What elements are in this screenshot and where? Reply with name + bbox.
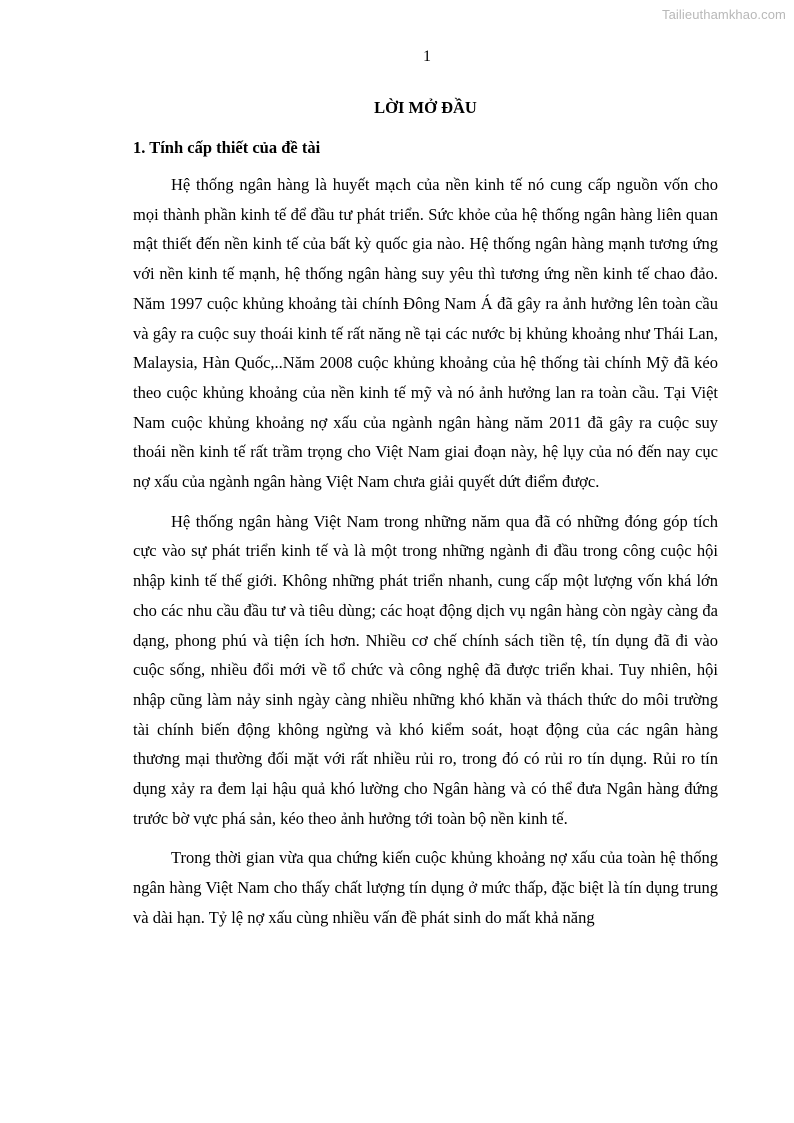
document-body xyxy=(133,96,718,943)
paragraph-3: Trong thời gian vừa qua chứng kiến cuộc khủng khoảng nợ xấu của toàn hệ thống ngân hàng Việt Nam cho thấy chất lượng tín dụng ở mức thấp, đặc biệt là tín dụng trung và dài hạn. Tỷ lệ nợ xấu cùng nhiều vấn đề phát sinh do mất khả năng xyxy=(133,848,718,927)
section-title: 1. Tính cấp thiết của đề tài xyxy=(133,138,321,157)
page-heading: LỜI MỞ ĐẦU xyxy=(374,98,477,117)
page-number: 1 xyxy=(423,48,431,65)
watermark: Tailieuthamkhao.com xyxy=(661,7,786,22)
paragraph-2: Hệ thống ngân hàng Việt Nam trong những năm qua đã có những đóng góp tích cực vào sự phát triển kinh tế và là một trong những ngành đi đầu trong công cuộc hội nhập kinh tế thế giới. Không những phát triển nhanh, cung cấp một lượng vốn khá lớn cho các nhu cầu đầu tư và tiêu dùng; các hoạt động dịch vụ ngân hàng còn ngày càng đa dạng, phong phú và tiện ích hơn. Nhiều cơ chế chính sách tiền tệ, tín dụng đã đi vào cuộc sống, nhiều đổi mới về tổ chức và công nghệ đã được triển khai. Tuy nhiên, hội nhập cũng làm nảy sinh ngày càng nhiều những khó khăn và thách thức do môi trường tài chính biến động không ngừng và khó kiểm soát, hoạt động của các ngân hàng thương mại thường đối mặt với rất nhiều rủi ro, trong đó có rủi ro tín dụng. Rủi ro tín dụng xảy ra đem lại hậu quả khó lường cho Ngân hàng và có thể đưa Ngân hàng đứng trước bờ vực phá sản, kéo theo ảnh hưởng tới toàn bộ nền kinh tế. xyxy=(133,511,718,828)
paragraph-1: Hệ thống ngân hàng là huyết mạch của nền kinh tế nó cung cấp nguồn vốn cho mọi thành phần kinh tế để đầu tư phát triển. Sức khỏe của hệ thống ngân hàng liên quan mật thiết đến nền kinh tế của bất kỳ quốc gia nào. Hệ thống ngân hàng mạnh tương ứng với nền kinh tế mạnh, hệ thống ngân hàng suy yêu thì tương ứng nền kinh tế chao đảo. Năm 1997 cuộc khủng khoảng tài chính Đông Nam Á đã gây ra ảnh hưởng lên toàn cầu và gây ra cuộc suy thoái kinh tế rất năng nề tại các nước bị khủng khoảng như Thái Lan, Malaysia, Hàn Quốc,..Năm 2008 cuộc khủng khoảng của hệ thống tài chính Mỹ đã kéo theo cuộc khủng khoảng của nền kinh tế mỹ và nó ảnh hưởng lan ra toàn cầu. Tại Việt Nam cuộc khủng khoảng nợ xấu của ngành ngân hàng năm 2011 đã gây ra cuộc suy thoái nền kinh tế rất trầm trọng cho Việt Nam giai đoạn này, hệ lụy của nó đến nay cục nợ xấu của ngành ngân hàng Việt Nam chưa giải quyết dứt điểm được. xyxy=(133,175,718,492)
